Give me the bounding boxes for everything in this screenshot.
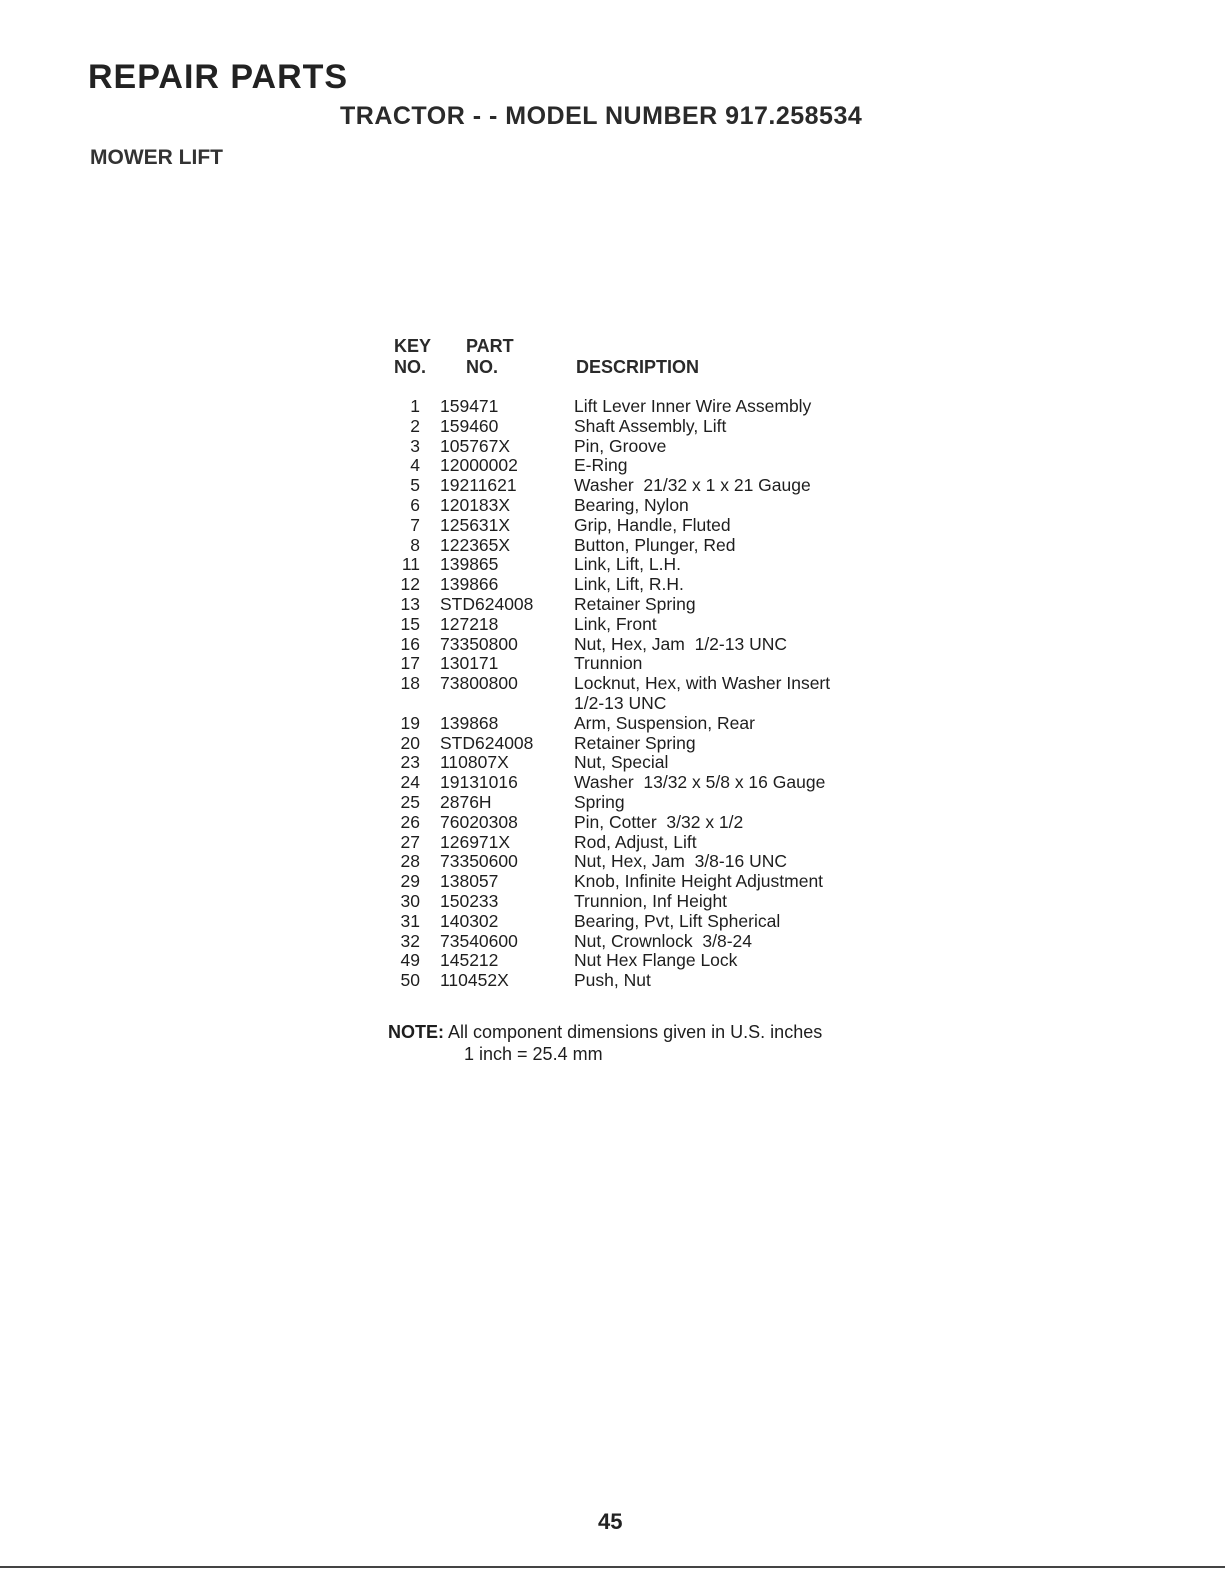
key-number: 16	[400, 633, 420, 654]
table-row	[384, 635, 904, 655]
table-row	[384, 971, 904, 991]
key-number: 49	[400, 950, 420, 971]
key-number: 8	[410, 534, 420, 555]
part-number: 139865	[440, 554, 499, 575]
bottom-rule	[0, 1566, 1225, 1568]
table-row	[384, 476, 904, 496]
key-number: 24	[400, 772, 420, 793]
part-number: 150233	[440, 890, 499, 911]
description: Retainer Spring	[574, 593, 696, 614]
description: Trunnion, Inf Height	[574, 890, 728, 911]
part-number: 73800800	[440, 673, 518, 694]
table-row	[384, 734, 904, 754]
part-number: 19211621	[440, 475, 517, 496]
table-row	[384, 813, 904, 833]
description: Link, Front	[574, 613, 657, 634]
part-number: 110452X	[440, 970, 509, 991]
note-conversion: 1 inch = 25.4 mm	[464, 1044, 603, 1064]
description: E-Ring	[574, 455, 628, 476]
description: Pin, Cotter 3/32 x 1/2	[574, 811, 744, 832]
page-number: 45	[598, 1509, 623, 1534]
description: Nut, Hex, Jam 3/8-16 UNC	[574, 851, 787, 872]
table-row	[384, 793, 904, 813]
part-number: 130171	[440, 653, 499, 674]
table-row	[384, 654, 904, 674]
description: Nut, Special	[574, 752, 669, 773]
table-row	[384, 575, 904, 595]
table-row	[384, 595, 904, 615]
description: Pin, Groove	[574, 435, 667, 456]
key-number: 29	[400, 871, 420, 892]
description: Nut, Hex, Jam 1/2-13 UNC	[574, 633, 787, 654]
part-number: 140302	[440, 910, 499, 931]
part-number: 159460	[440, 415, 499, 436]
table-row	[384, 536, 904, 556]
key-number: 4	[410, 455, 420, 476]
key-number: 6	[410, 494, 420, 515]
description: Arm, Suspension, Rear	[574, 712, 755, 733]
part-number: 73350600	[440, 851, 518, 872]
key-number: 30	[400, 890, 420, 911]
note-label: NOTE:	[388, 1022, 444, 1042]
key-number: 20	[400, 732, 420, 753]
table-row	[384, 674, 904, 714]
table-row	[384, 833, 904, 853]
part-header-line1: PART	[466, 336, 514, 356]
part-number: 122365X	[440, 534, 511, 555]
description: Nut, Crownlock 3/8-24	[574, 930, 752, 951]
part-number: 139868	[440, 712, 499, 733]
description: Spring	[574, 791, 625, 812]
key-number: 50	[400, 970, 420, 991]
parts-table-body	[384, 397, 904, 991]
key-number: 27	[400, 831, 420, 852]
part-number: 12000002	[440, 455, 518, 476]
key-number: 12	[400, 574, 420, 595]
key-number: 5	[410, 475, 420, 496]
key-number: 2	[410, 415, 420, 436]
key-number: 32	[400, 930, 420, 951]
description: Shaft Assembly, Lift	[574, 415, 727, 436]
description: Bearing, Nylon	[574, 494, 689, 515]
part-number: STD624008	[440, 732, 534, 753]
key-number: 13	[400, 593, 420, 614]
note-text: All component dimensions given in U.S. inches	[448, 1022, 823, 1042]
section-heading: MOWER LIFT	[90, 146, 223, 169]
key-number: 23	[400, 752, 420, 773]
table-row	[384, 615, 904, 635]
description: Bearing, Pvt, Lift Spherical	[574, 910, 781, 931]
part-number: 105767X	[440, 435, 511, 456]
note	[388, 1021, 822, 1043]
part-number: 138057	[440, 871, 499, 892]
part-number: 73350800	[440, 633, 518, 654]
description-column-header: DESCRIPTION	[576, 357, 700, 377]
part-number: 120183X	[440, 494, 511, 515]
description: Nut Hex Flange Lock	[574, 950, 738, 971]
description: Washer 21/32 x 1 x 21 Gauge	[574, 475, 811, 496]
table-row	[384, 417, 904, 437]
key-number: 19	[400, 712, 420, 733]
part-number: 76020308	[440, 811, 518, 832]
key-number: 17	[400, 653, 420, 674]
table-row	[384, 397, 904, 417]
key-number: 15	[400, 613, 420, 634]
part-number: 145212	[440, 950, 499, 971]
key-number: 28	[400, 851, 420, 872]
key-number: 25	[400, 791, 420, 812]
page-title: REPAIR PARTS	[88, 58, 349, 96]
table-row	[384, 714, 904, 734]
table-row	[384, 912, 904, 932]
part-number-column-header	[466, 336, 514, 378]
description: Link, Lift, L.H.	[574, 554, 681, 575]
key-number: 7	[410, 514, 420, 535]
description: Button, Plunger, Red	[574, 534, 736, 555]
table-row	[384, 516, 904, 536]
table-row	[384, 437, 904, 457]
key-number: 1	[410, 396, 420, 416]
description: Washer 13/32 x 5/8 x 16 Gauge	[574, 772, 826, 793]
part-number: 159471	[440, 396, 499, 416]
part-number: 2876H	[440, 791, 492, 812]
key-number: 31	[400, 910, 420, 931]
description: Push, Nut	[574, 970, 651, 991]
part-number: 19131016	[440, 772, 518, 793]
description: Locknut, Hex, with Washer Insert 1/2-13 UNC	[574, 673, 831, 713]
table-row	[384, 932, 904, 952]
key-header-line1: KEY	[394, 336, 432, 356]
model-number-heading: TRACTOR - - MODEL NUMBER 917.258534	[340, 102, 863, 130]
description: Trunnion	[574, 653, 643, 674]
table-row	[384, 872, 904, 892]
table-row	[384, 496, 904, 516]
key-number: 11	[401, 554, 420, 575]
description: Lift Lever Inner Wire Assembly	[574, 396, 812, 416]
table-row	[384, 773, 904, 793]
description: Knob, Infinite Height Adjustment	[574, 871, 824, 892]
table-row	[384, 892, 904, 912]
table-row	[384, 555, 904, 575]
table-row	[384, 951, 904, 971]
key-number: 26	[400, 811, 420, 832]
part-number: 127218	[440, 613, 499, 634]
key-number: 18	[400, 673, 420, 694]
part-number: 139866	[440, 574, 499, 595]
part-number: 73540600	[440, 930, 518, 951]
description: Link, Lift, R.H.	[574, 574, 684, 595]
description: Retainer Spring	[574, 732, 696, 753]
key-number: 3	[410, 435, 420, 456]
part-number: 126971X	[440, 831, 511, 852]
part-number: STD624008	[440, 593, 534, 614]
part-number: 110807X	[440, 752, 509, 773]
description: Rod, Adjust, Lift	[574, 831, 697, 852]
description: Grip, Handle, Fluted	[574, 514, 731, 535]
key-header-line2: NO.	[394, 357, 427, 377]
table-row	[384, 456, 904, 476]
key-number-column-header	[394, 336, 431, 378]
parts-table	[384, 397, 904, 991]
table-row	[384, 852, 904, 872]
table-row	[384, 753, 904, 773]
part-number: 125631X	[440, 514, 511, 535]
part-header-line2: NO.	[466, 357, 499, 377]
